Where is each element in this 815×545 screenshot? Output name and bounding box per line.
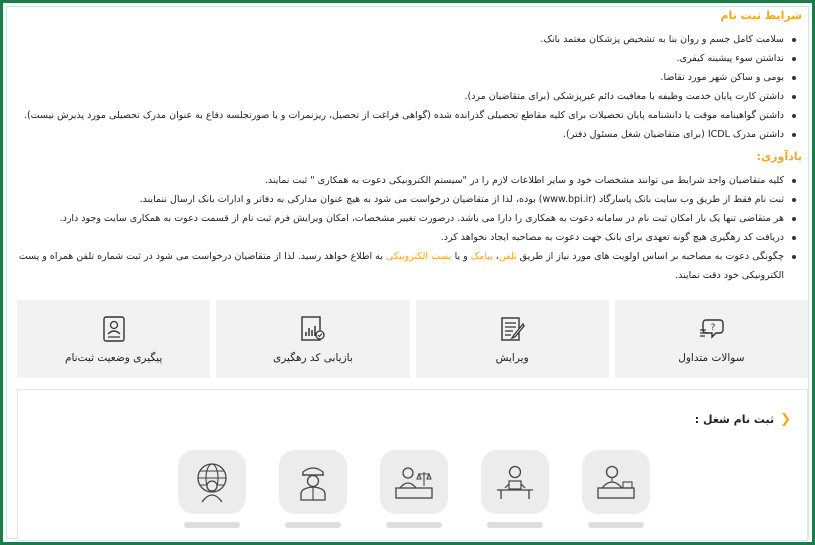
tile-label: ویرایش (495, 352, 529, 364)
edit-tile[interactable] (416, 300, 609, 378)
list-item: نداشتن سوء پیشینه کیفری. (13, 49, 784, 68)
tile-label: سوالات متداول (678, 352, 745, 364)
reminder-title: یادآوری: (756, 150, 802, 163)
chevron-left-icon: ❮ (780, 412, 791, 427)
tile-label: بازیابی کد رهگیری (273, 352, 353, 364)
job-label (285, 522, 341, 528)
phone-highlight: تلفن (498, 251, 517, 262)
list-item: داشتن مدرک ICDL (برای متقاضیان شغل مسئول دفتر). (13, 125, 784, 144)
job-option[interactable] (582, 450, 650, 540)
id-card-icon (99, 314, 129, 344)
tile-label: پیگیری وضعیت ثبت‌نام (64, 352, 163, 364)
legal-desk-icon (392, 460, 436, 504)
job-list (178, 450, 650, 540)
list-item: سلامت کامل جسم و روان بنا به تشخیص پزشکان معتمد بانک. (13, 30, 784, 49)
job-label (487, 522, 543, 528)
contact-text: و یا (451, 251, 471, 262)
job-icon-box (178, 450, 246, 514)
report-chart-icon (298, 314, 328, 344)
job-label (588, 522, 644, 528)
conditions-title: شرایط ثبت نام (720, 9, 802, 22)
job-registration-heading (695, 412, 791, 427)
job-icon-box (279, 450, 347, 514)
recover-tracking-tile[interactable] (216, 300, 409, 378)
edit-document-icon (497, 314, 527, 344)
status-tracking-tile[interactable] (17, 300, 210, 378)
list-item: ثبت نام فقط از طریق وب سایت بانک پاسارگاد (www.bpi.ir) بوده، لذا از متقاضیان درخواست می شود به هیچ عنوان مدارکی به دفاتر و ادارات بانک ارسال ننمایند. (13, 190, 784, 209)
job-label (386, 522, 442, 528)
faq-chat-icon (696, 314, 726, 344)
list-item: دریافت کد رهگیری هیچ گونه تعهدی برای بانک جهت دعوت به مصاحبه ایجاد نخواهد کرد. (13, 228, 784, 247)
job-icon-box (380, 450, 448, 514)
job-option[interactable] (178, 450, 246, 540)
job-option[interactable] (279, 450, 347, 540)
conditions-list (13, 30, 802, 144)
info-content (13, 9, 802, 291)
list-item: داشتن کارت پایان خدمت وظیفه یا معافیت دائم غیرپزشکی (برای متقاضیان مرد). (13, 87, 784, 106)
security-guard-icon (291, 460, 335, 504)
teller-desk-icon (594, 460, 638, 504)
svg-text:?: ? (710, 323, 716, 333)
job-option[interactable] (481, 450, 549, 540)
contact-text: به اطلاع خواهد رسید. لذا از متقاضیان درخواست می شود در ثبت شماره تلفن همراه و پست الکترونیکی خود دقت نمایند. (18, 251, 784, 281)
list-item: بومی و ساکن شهر مورد تقاضا. (13, 68, 784, 87)
faq-tile[interactable] (615, 300, 808, 378)
sms-highlight: پیامک (470, 251, 493, 262)
job-registration-title: ثبت نام شغل : (694, 413, 775, 426)
global-specialist-icon (190, 460, 234, 504)
job-icon-box (582, 450, 650, 514)
office-worker-icon (493, 460, 537, 504)
email-highlight: پست الکترونیکی (385, 251, 452, 262)
job-icon-box (481, 450, 549, 514)
job-registration-panel (17, 389, 808, 541)
list-item: داشتن گواهینامه موقت یا دانشنامه پایان تحصیلات برای کلیه مقاطع تحصیلی گذرانده شده (گواهی فراغت از تحصیل، ریزنمرات و یا صورتجلسه دفاع به عنوان مدرک تحصیلی مورد پذیرش نیست). (13, 106, 784, 125)
contact-text: ، (492, 251, 499, 262)
list-item (13, 247, 784, 285)
job-label (184, 522, 240, 528)
job-option[interactable] (380, 450, 448, 540)
reminder-list (13, 171, 802, 285)
action-tiles (17, 300, 808, 378)
contact-text: چگونگی دعوت به مصاحبه بر اساس اولویت های مورد نیاز از طریق (516, 251, 784, 262)
list-item: هر متقاضی تنها یک بار امکان ثبت نام در سامانه دعوت به همکاری را دارا می باشد. درصورت تغییر مشخصات، امکان ویرایش فرم ثبت نام از قسمت دعوت به همکاری سایت وجود دارد. (13, 209, 784, 228)
list-item: کلیه متقاضیان واجد شرایط می توانند مشخصات خود و سایر اطلاعات لازم را در "سیستم الکترونیکی دعوت به همکاری " ثبت نمایند. (13, 171, 784, 190)
